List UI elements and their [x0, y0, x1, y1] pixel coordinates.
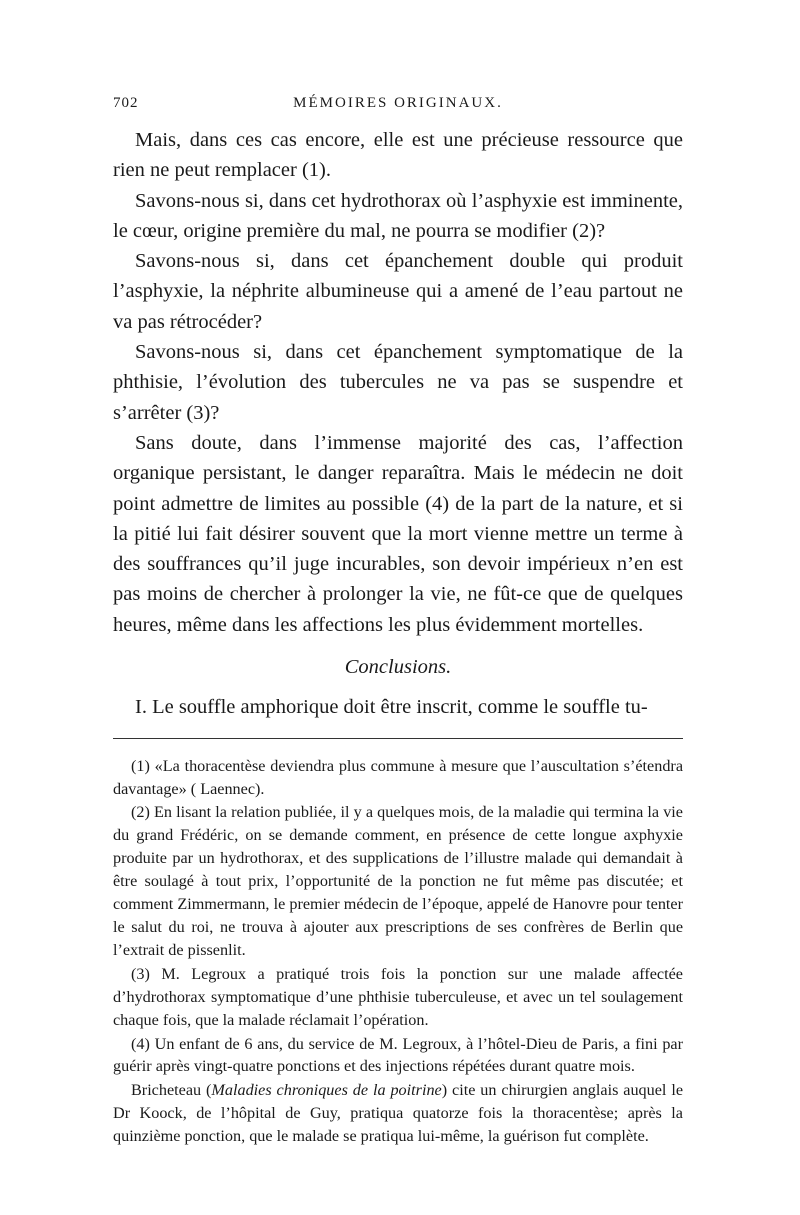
footnote: (2) En lisant la relation publiée, il y a quelques mois, de la maladie qui termina la vie du grand Frédéric, on se demande comment, en présence de cette longue axphyxie produite par un hydrothorax, et des supplications de l’illustre malade qui demandait à être soulagé à tout prix, l’opportunité de la ponction ne fut même pas discutée; et comment Zimmermann, le premier médecin de l’époque, appelé de Hanovre pour tenter le salut du roi, ne trouva à ajouter aux prescriptions de ses confrères de Berlin que l’extrait de pissenlit. — [113, 803, 683, 959]
book-page — [113, 95, 683, 1149]
page-number: 702 — [113, 95, 139, 111]
footnotes — [113, 755, 683, 1148]
running-head — [113, 95, 683, 117]
footnote-author: Bricheteau ( — [131, 1081, 212, 1100]
paragraph: Savons-nous si, dans cet hydrothorax où l’asphyxie est imminente, le cœur, origine première du mal, ne pourra se modifier (2)? — [113, 189, 683, 242]
body-text — [113, 125, 683, 723]
conclusion-line: I. Le souffle amphorique doit être inscrit, comme le souffle tu- — [135, 696, 648, 719]
paragraph: Savons-nous si, dans cet épanchement double qui produit l’asphyxie, la néphrite albumineuse qui a amené de l’eau partout ne va pas rétrocéder? — [113, 250, 683, 333]
footnote-divider — [113, 738, 683, 739]
paragraph: Sans doute, dans l’immense majorité des cas, l’affection organique persistant, le danger reparaîtra. Mais le médecin ne doit point admettre de limites au possible (4) de la part de la nature, et si la pitié lui fait désirer souvent que la mort vienne mettre un terme à des souffrances qu’il juge incurables, son devoir impérieux n’en est pas moins de chercher à prolonger la vie, ne fût-ce que de quelques heures, même dans les affections les plus évidemment mortelles. — [113, 431, 683, 636]
footnote-text: ) cite un chirurgien anglais auquel le Dr Koock, de l’hôpital de Guy, pratiqua quatorze fois la thoracentèse; après la quinzième ponction, que le malade se pratiqua lui-même, la guérison fut complète. — [113, 1081, 683, 1146]
paragraph: Savons-nous si, dans cet épanchement symptomatique de la phthisie, l’évolution des tubercules ne va pas se suspendre et s’arrêter (3)? — [113, 341, 683, 424]
footnote — [113, 1079, 683, 1148]
footnote: (1) «La thoracentèse deviendra plus commune à mesure que l’auscultation s’étendra davantage» ( Laennec). — [113, 756, 683, 798]
footnote: (4) Un enfant de 6 ans, du service de M. Legroux, à l’hôtel-Dieu de Paris, a fini par guérir après vingt-quatre ponctions et des injections répétées durant quatre mois. — [113, 1034, 683, 1076]
book-title: Maladies chroniques de la poitrine — [211, 1081, 442, 1100]
section-heading: Conclusions. — [344, 656, 452, 679]
footnote: (3) M. Legroux a pratiqué trois fois la ponction sur une malade affectée d’hydrothorax symptomatique d’une phthisie tuberculeuse, et avec un tel soulagement chaque fois, que la malade réclamait l’opération. — [113, 964, 683, 1029]
running-title: MÉMOIRES ORIGINAUX. — [293, 95, 503, 111]
paragraph: Mais, dans ces cas encore, elle est une précieuse ressource que rien ne peut remplacer (1). — [113, 129, 683, 182]
